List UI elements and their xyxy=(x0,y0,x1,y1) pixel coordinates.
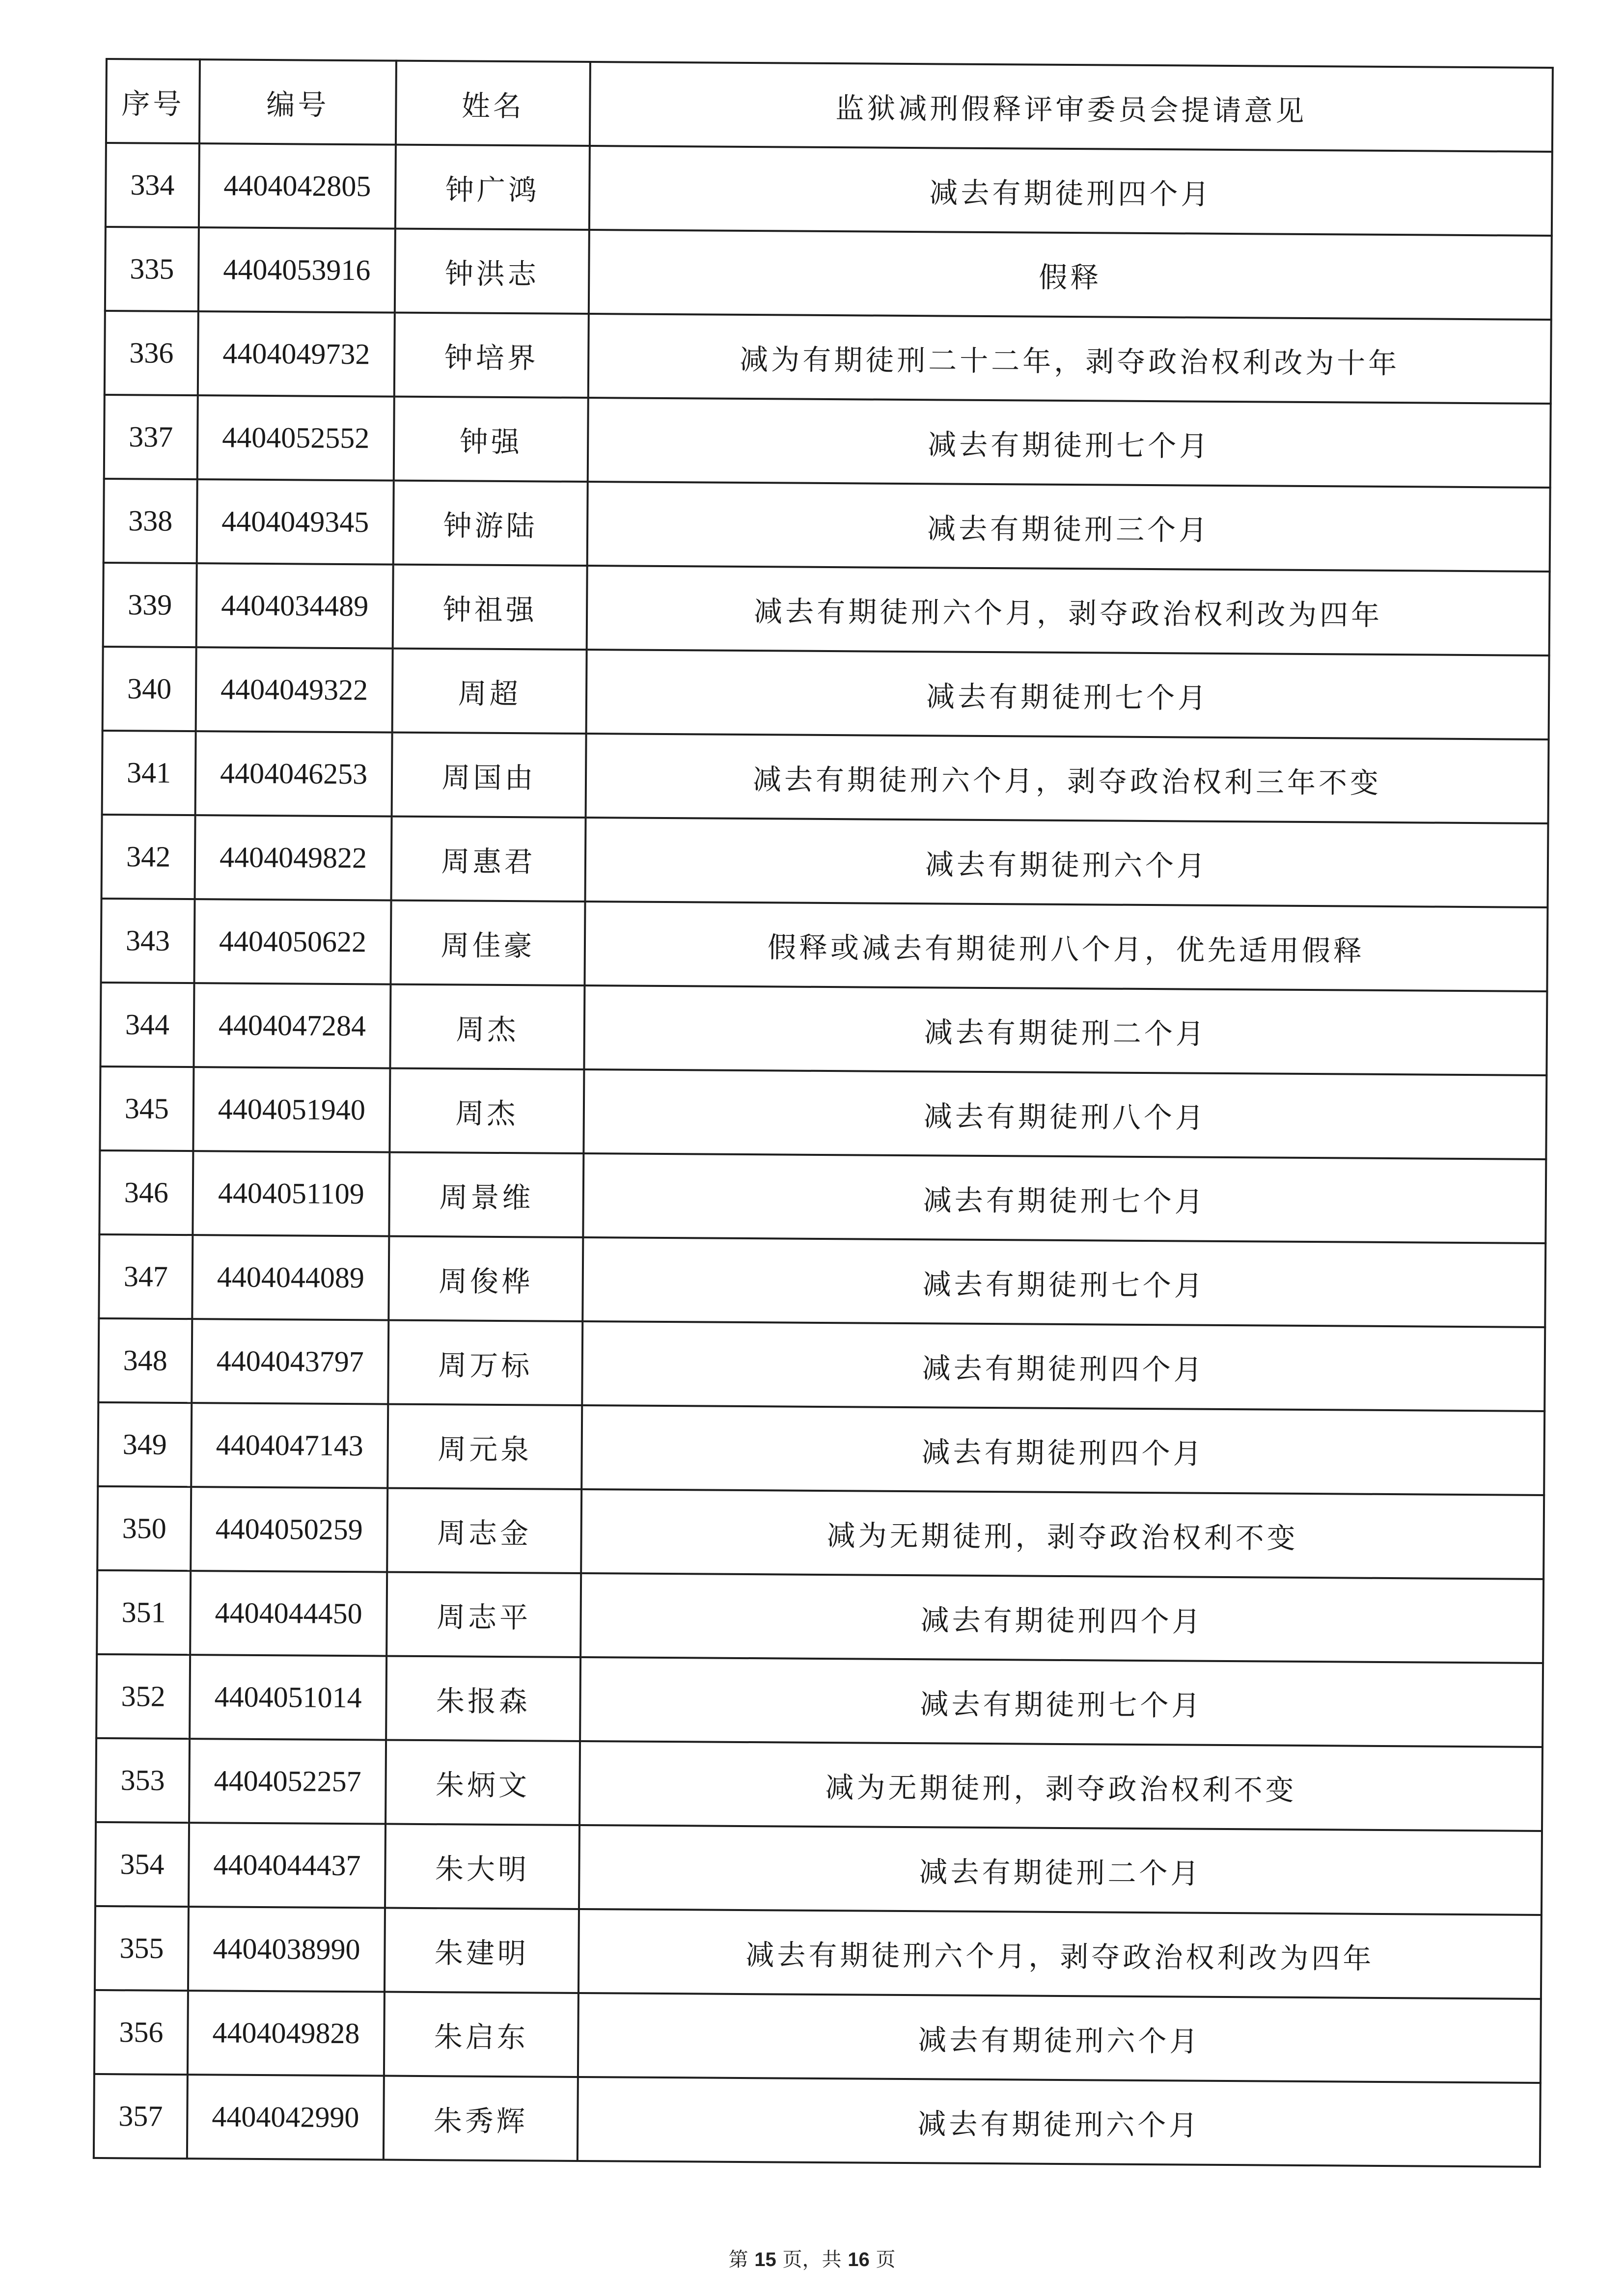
cell-seq: 351 xyxy=(97,1570,191,1655)
cell-opinion: 减去有期徒刑七个月 xyxy=(586,650,1549,739)
header-seq: 序号 xyxy=(106,59,200,143)
cell-seq: 348 xyxy=(98,1318,192,1403)
cell-name: 朱报森 xyxy=(386,1656,580,1741)
cell-name: 朱建明 xyxy=(385,1908,579,1993)
cell-opinion: 减为无期徒刑，剥夺政治权利不变 xyxy=(581,1489,1544,1579)
cell-name: 周杰 xyxy=(390,984,584,1069)
footer-suffix: 页 xyxy=(876,2248,896,2271)
cell-seq: 336 xyxy=(105,311,198,395)
cell-seq: 343 xyxy=(101,899,194,983)
cell-name: 周杰 xyxy=(389,1068,584,1153)
cell-name: 周志平 xyxy=(386,1572,581,1657)
cell-name: 周俊桦 xyxy=(388,1236,583,1321)
table-row xyxy=(104,395,1551,488)
footer-page-number: 15 xyxy=(754,2249,776,2270)
table-header-row xyxy=(106,59,1553,152)
cell-name: 钟广鸿 xyxy=(395,145,590,230)
cell-name: 周志金 xyxy=(387,1488,581,1573)
cell-id: 4404044437 xyxy=(189,1823,385,1908)
cell-id: 4404042990 xyxy=(187,2075,384,2159)
cell-opinion: 减去有期徒刑七个月 xyxy=(588,398,1551,488)
table-row xyxy=(94,2074,1541,2167)
cell-id: 4404044089 xyxy=(192,1235,389,1320)
cell-opinion: 减为有期徒刑二十二年，剥夺政治权利改为十年 xyxy=(588,314,1551,404)
cell-seq: 349 xyxy=(98,1402,192,1487)
table-row xyxy=(97,1486,1544,1579)
table-row xyxy=(104,479,1550,572)
cell-seq: 346 xyxy=(99,1150,193,1235)
cell-seq: 335 xyxy=(105,227,199,311)
cell-opinion: 减去有期徒刑七个月 xyxy=(580,1657,1543,1747)
cell-name: 朱炳文 xyxy=(385,1740,580,1825)
cell-opinion: 减去有期徒刑六个月 xyxy=(585,818,1548,907)
cell-opinion: 假释或减去有期徒刑八个月，优先适用假释 xyxy=(584,902,1547,991)
header-name: 姓名 xyxy=(396,61,590,146)
cell-opinion: 减去有期徒刑六个月 xyxy=(578,1993,1541,2083)
cell-id: 4404050622 xyxy=(194,899,391,984)
cell-id: 4404044450 xyxy=(190,1571,387,1656)
cell-id: 4404049822 xyxy=(195,815,392,900)
cell-id: 4404051940 xyxy=(193,1067,390,1152)
cell-id: 4404049732 xyxy=(198,311,395,396)
footer-middle: 页，共 xyxy=(782,2248,842,2271)
cell-opinion: 减去有期徒刑六个月，剥夺政治权利改为四年 xyxy=(578,1909,1541,1999)
table-row xyxy=(105,227,1552,320)
cell-name: 周超 xyxy=(392,649,587,734)
cell-seq: 345 xyxy=(100,1066,193,1151)
cell-seq: 334 xyxy=(106,143,199,227)
cell-id: 4404046253 xyxy=(195,731,392,816)
cell-id: 4404049345 xyxy=(197,479,394,564)
table-row xyxy=(100,1066,1546,1159)
cell-opinion: 减去有期徒刑六个月 xyxy=(578,2077,1541,2167)
cell-id: 4404052552 xyxy=(197,395,394,480)
cell-name: 周国由 xyxy=(392,733,586,818)
cell-name: 周景维 xyxy=(389,1152,583,1237)
cell-id: 4404038990 xyxy=(188,1907,385,1992)
table-row xyxy=(102,731,1549,823)
cell-seq: 352 xyxy=(96,1654,190,1739)
table-row xyxy=(98,1402,1544,1495)
page-footer xyxy=(0,2244,1624,2272)
cell-seq: 342 xyxy=(102,815,195,899)
cell-seq: 344 xyxy=(100,983,194,1067)
cell-id: 4404052257 xyxy=(189,1739,386,1824)
table-row xyxy=(103,647,1549,739)
cell-id: 4404047143 xyxy=(191,1403,388,1488)
cell-name: 周万标 xyxy=(388,1320,582,1405)
cell-opinion: 减去有期徒刑三个月 xyxy=(587,482,1550,572)
cell-opinion: 减去有期徒刑七个月 xyxy=(582,1237,1545,1327)
cell-id: 4404043797 xyxy=(192,1319,388,1404)
table-row xyxy=(95,1906,1541,1999)
cell-seq: 338 xyxy=(104,479,197,563)
cell-opinion: 减去有期徒刑四个月 xyxy=(582,1321,1545,1411)
table-row xyxy=(97,1570,1543,1663)
cell-opinion: 减去有期徒刑四个月 xyxy=(580,1573,1543,1663)
cell-seq: 337 xyxy=(104,395,198,479)
cell-opinion: 减去有期徒刑六个月，剥夺政治权利三年不变 xyxy=(586,734,1549,823)
table-row xyxy=(98,1318,1545,1411)
cell-name: 周佳豪 xyxy=(390,901,585,985)
cell-seq: 354 xyxy=(95,1822,189,1907)
cell-name: 朱启东 xyxy=(384,1992,578,2077)
cell-seq: 341 xyxy=(102,731,196,815)
cell-name: 钟洪志 xyxy=(395,229,589,314)
cell-name: 钟游陆 xyxy=(393,481,588,566)
cell-opinion: 减去有期徒刑二个月 xyxy=(584,985,1547,1075)
cell-seq: 340 xyxy=(103,647,196,731)
cell-name: 钟强 xyxy=(394,397,588,482)
table-row xyxy=(99,1234,1545,1327)
cell-opinion: 减去有期徒刑七个月 xyxy=(583,1153,1546,1243)
cell-name: 钟祖强 xyxy=(393,565,587,650)
header-opinion: 监狱减刑假释评审委员会提请意见 xyxy=(590,62,1553,152)
table-row xyxy=(99,1150,1546,1243)
cell-name: 朱大明 xyxy=(385,1824,579,1909)
cell-id: 4404053916 xyxy=(198,227,395,312)
sentence-reduction-table xyxy=(93,58,1554,2168)
cell-id: 4404034489 xyxy=(196,563,393,648)
cell-seq: 356 xyxy=(94,1990,188,2075)
table-body xyxy=(94,143,1552,2167)
table-row xyxy=(106,143,1552,236)
cell-seq: 353 xyxy=(96,1738,190,1823)
cell-name: 周惠君 xyxy=(391,817,586,902)
table-row xyxy=(100,983,1547,1075)
table-row xyxy=(101,899,1547,991)
table-row xyxy=(96,1654,1543,1747)
cell-seq: 350 xyxy=(97,1486,191,1571)
cell-seq: 355 xyxy=(95,1906,189,1991)
cell-id: 4404047284 xyxy=(193,983,390,1068)
cell-opinion: 假释 xyxy=(589,230,1552,320)
table-row xyxy=(103,563,1550,656)
cell-id: 4404042805 xyxy=(199,143,396,228)
cell-name: 周元泉 xyxy=(387,1404,582,1489)
footer-prefix: 第 xyxy=(728,2248,748,2271)
cell-opinion: 减去有期徒刑四个月 xyxy=(589,146,1552,236)
table-row xyxy=(96,1738,1542,1831)
cell-id: 4404049322 xyxy=(196,647,393,732)
cell-name: 朱秀辉 xyxy=(384,2076,578,2161)
table-row xyxy=(95,1822,1542,1915)
cell-id: 4404051109 xyxy=(193,1151,389,1236)
cell-id: 4404050259 xyxy=(191,1487,387,1572)
cell-seq: 347 xyxy=(99,1234,193,1319)
cell-opinion: 减去有期徒刑八个月 xyxy=(583,1069,1546,1159)
cell-opinion: 减去有期徒刑二个月 xyxy=(579,1825,1542,1915)
cell-id: 4404049828 xyxy=(188,1991,385,2076)
table-row xyxy=(105,311,1551,404)
cell-seq: 339 xyxy=(103,563,197,647)
header-id: 编号 xyxy=(199,59,396,144)
cell-opinion: 减去有期徒刑六个月，剥夺政治权利改为四年 xyxy=(587,566,1550,656)
cell-id: 4404051014 xyxy=(190,1655,386,1740)
footer-total-pages: 16 xyxy=(848,2249,870,2270)
cell-seq: 357 xyxy=(94,2074,188,2159)
table-row xyxy=(94,1990,1541,2083)
table-row xyxy=(102,815,1548,907)
cell-name: 钟培界 xyxy=(394,313,589,398)
cell-opinion: 减为无期徒刑，剥夺政治权利不变 xyxy=(579,1741,1542,1831)
cell-opinion: 减去有期徒刑四个月 xyxy=(581,1405,1544,1495)
